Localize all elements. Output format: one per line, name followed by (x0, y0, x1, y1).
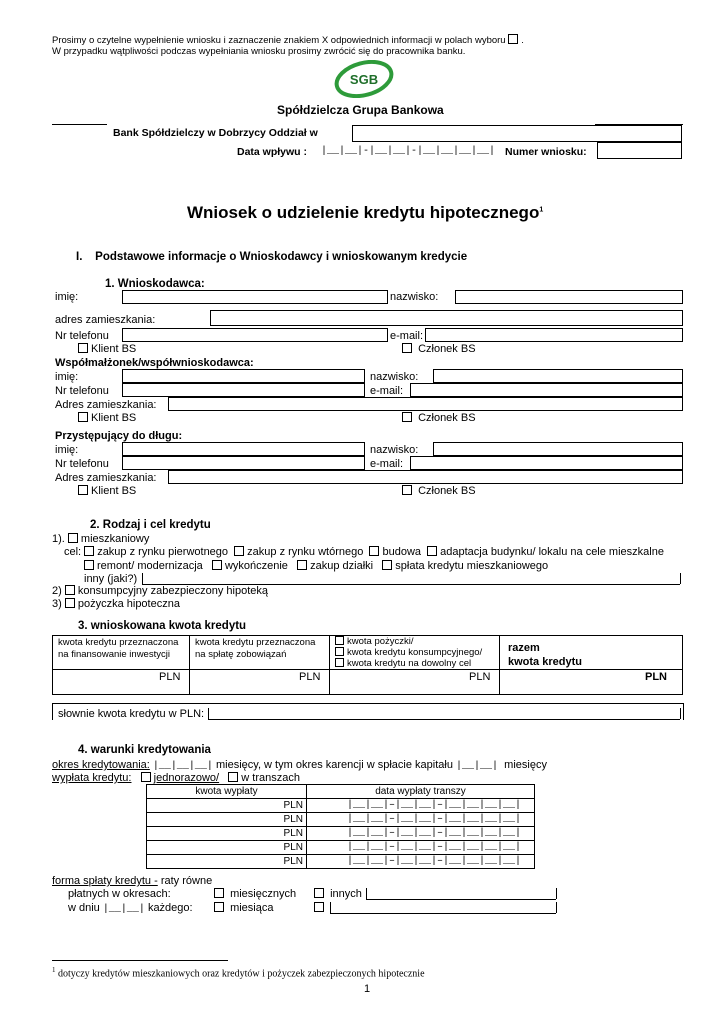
tranche-amount-2[interactable]: PLN (147, 813, 307, 827)
mortgage-checkbox[interactable] (68, 533, 78, 543)
other-day-option[interactable] (314, 902, 327, 914)
joiner-email-label: e-mail: (370, 458, 404, 470)
sgb-logo-text: SGB (349, 72, 379, 87)
day-row: w dniu |__|__| każdego: (68, 902, 193, 915)
spouse-phone-input[interactable] (122, 383, 365, 397)
purpose-renovation-checkbox[interactable] (84, 560, 94, 570)
joiner-phone-input[interactable] (122, 456, 365, 470)
joiner-member-checkbox[interactable] (402, 485, 412, 495)
divider-left (52, 124, 107, 125)
applicant-member-option[interactable]: Członek BS (402, 343, 476, 355)
period-input[interactable]: |__|__|__| (152, 761, 213, 772)
intro-line-1: Prosimy o czytelne wypełnienie wniosku i zaznaczenie znakiem X odpowiednich informacji w polach wyboru . (52, 35, 524, 46)
applicant-first-name-label: imię: (55, 291, 79, 303)
currency-2: PLN (299, 671, 321, 683)
applicant-address-input[interactable] (210, 310, 683, 326)
table-row (147, 855, 535, 869)
checkbox-sample-icon (508, 34, 518, 44)
tranche-amount-5[interactable]: PLN (147, 855, 307, 869)
joiner-client-option[interactable]: Klient BS (78, 485, 136, 497)
other-period-option[interactable]: innych (314, 888, 362, 900)
purpose-construction-checkbox[interactable] (369, 546, 379, 556)
purpose-plot-checkbox[interactable] (297, 560, 307, 570)
spouse-phone-label: Nr telefonu (55, 385, 109, 397)
amount-col-investment: kwota kredytu przeznaczona na finansowanie inwestycji (58, 637, 179, 660)
purpose-refinance-checkbox[interactable] (382, 560, 392, 570)
other-period-checkbox[interactable] (314, 888, 324, 898)
joiner-first-name-label: imię: (55, 444, 79, 456)
tranche-date-1[interactable]: |__|__|–|__|__|–|__|__|__|__| (307, 799, 535, 813)
spouse-first-name-label: imię: (55, 371, 79, 383)
joiner-address-label: Adres zamieszkania: (55, 472, 157, 484)
applicant-client-option[interactable]: Klient BS (78, 343, 136, 355)
tranche-date-3[interactable]: |__|__|–|__|__|–|__|__|__|__| (307, 827, 535, 841)
section-1-heading: I. Podstawowe informacje o Wnioskodawcy i wnioskowanym kredycie (76, 251, 468, 263)
applicant-first-name-input[interactable] (122, 290, 388, 304)
application-number-label: Numer wniosku: (505, 146, 587, 158)
applicant-address-label: adres zamieszkania: (55, 314, 156, 326)
purpose-finishing-checkbox[interactable] (212, 560, 222, 570)
tranche-date-4[interactable]: |__|__|–|__|__|–|__|__|__|__| (307, 841, 535, 855)
joiner-email-input[interactable] (410, 456, 683, 470)
tranche-date-5[interactable]: |__|__|–|__|__|–|__|__|__|__| (307, 855, 535, 869)
footnote-divider (52, 960, 228, 961)
purpose-adaptation-checkbox[interactable] (427, 546, 437, 556)
joiner-phone-label: Nr telefonu (55, 458, 109, 470)
spouse-last-name-label: nazwisko: (370, 371, 419, 383)
repayment-periods-label: płatnych w okresach: (68, 888, 171, 900)
spouse-first-name-input[interactable] (122, 369, 365, 383)
purpose-other-label: inny (jaki?) (84, 573, 138, 585)
purpose-secondary-market-checkbox[interactable] (234, 546, 244, 556)
loan-type-loan-option[interactable]: 3) pożyczka hipoteczna (52, 598, 180, 610)
period-row: okres kredytowania: |__|__|__| miesięcy, w tym okres karencji w spłacie kapitału |__|__| miesięcy (52, 759, 547, 772)
mortgage-loan-checkbox[interactable] (65, 598, 75, 608)
bank-group-name: Spółdzielcza Grupa Bankowa (277, 103, 444, 117)
spouse-client-checkbox[interactable] (78, 412, 88, 422)
spouse-heading: Współmałżonek/współwnioskodawca: (55, 357, 254, 369)
joiner-client-checkbox[interactable] (78, 485, 88, 495)
tranche-amount-1[interactable]: PLN (147, 799, 307, 813)
table-row (147, 841, 535, 855)
application-number-field[interactable] (597, 142, 682, 159)
purpose-row-1: cel: zakup z rynku pierwotnego zakup z rynku wtórnego budowa adaptacja budynku/ lokalu na cele mieszkalne (64, 546, 664, 558)
amount-table (52, 635, 683, 695)
spouse-address-label: Adres zamieszkania: (55, 399, 157, 411)
intro-line-2: W przypadku wątpliwości podczas wypełniania wniosku prosimy zwrócić się do pracownika banku. (52, 46, 466, 57)
month-option[interactable]: miesiąca (214, 902, 273, 914)
amount-col-refinance: kwota kredytu przeznaczona na spłatę zobowiązań (195, 637, 316, 660)
currency-4: PLN (645, 671, 667, 683)
monthly-checkbox[interactable] (214, 888, 224, 898)
section-3-heading: 3. wnioskowana kwota kredytu (78, 620, 247, 632)
joiner-heading: Przystępujący do długu: (55, 430, 183, 442)
amount-words-input[interactable] (208, 719, 680, 720)
purpose-row-2: remont/ modernizacja wykończenie zakup działki spłata kredytu mieszkaniowego (84, 560, 548, 572)
spouse-member-option[interactable]: Członek BS (402, 412, 476, 424)
spouse-email-label: e-mail: (370, 385, 404, 397)
amount-any-purpose-checkbox[interactable] (335, 658, 344, 667)
applicant-email-input[interactable] (425, 328, 683, 342)
spouse-member-checkbox[interactable] (402, 412, 412, 422)
loan-type-consumer-option[interactable]: 2) konsumpcyjny zabezpieczony hipoteką (52, 585, 269, 597)
spouse-email-input[interactable] (410, 383, 683, 397)
tranche-col-date: data wypłaty transzy (307, 785, 535, 799)
spouse-client-option[interactable]: Klient BS (78, 412, 136, 424)
month-checkbox[interactable] (214, 902, 224, 912)
applicant-phone-label: Nr telefonu (55, 330, 109, 342)
table-row (147, 827, 535, 841)
payout-once-checkbox[interactable] (141, 772, 151, 782)
amount-loan-checkbox[interactable] (335, 636, 344, 645)
day-input[interactable]: |__|__| (102, 904, 145, 915)
applicant-phone-input[interactable] (122, 328, 388, 342)
tranche-table (146, 784, 535, 869)
other-day-checkbox[interactable] (314, 902, 324, 912)
section-2-heading: 2. Rodzaj i cel kredytu (90, 519, 211, 531)
spouse-address-input[interactable] (168, 397, 683, 411)
page-number: 1 (364, 983, 371, 995)
applicant-client-checkbox[interactable] (78, 343, 88, 353)
section-4-heading: 4. warunki kredytowania (78, 744, 211, 756)
footnote: $^1$ dotyczy kredytów mieszkaniowych oraz kredytów i pożyczek zabezpieczonych hipotecznie (52, 966, 425, 980)
table-row (147, 799, 535, 813)
tranche-amount-3[interactable]: PLN (147, 827, 307, 841)
other-period-input[interactable] (366, 899, 556, 900)
page-title: Wniosek o udzielenie kredytu hipotecznego$^1$ (187, 203, 544, 222)
joiner-last-name-label: nazwisko: (370, 444, 419, 456)
branch-field[interactable] (352, 125, 682, 142)
amount-col-total: razem kwota kredytu (508, 642, 582, 668)
amount-consumer-checkbox[interactable] (335, 647, 344, 656)
purpose-primary-market-checkbox[interactable] (84, 546, 94, 556)
tranche-col-amount: kwota wypłaty (147, 785, 307, 799)
payout-row: wypłata kredytu: jednorazowo/ w transzach (52, 772, 300, 784)
payout-tranches-checkbox[interactable] (228, 772, 238, 782)
sgb-logo (333, 60, 395, 98)
applicant-member-checkbox[interactable] (402, 343, 412, 353)
currency-3: PLN (469, 671, 491, 683)
joiner-address-input[interactable] (168, 470, 683, 484)
joiner-first-name-input[interactable] (122, 442, 365, 456)
applicant-last-name-label: nazwisko: (390, 291, 439, 303)
amount-col-consumer: kwota pożyczki/ kwota kredytu konsumpcyjnego/ kwota kredytu na dowolny cel (335, 636, 482, 669)
applicant-heading: 1. Wnioskodawca: (105, 278, 205, 290)
amount-words-label: słownie kwota kredytu w PLN: (58, 708, 205, 720)
other-day-input[interactable] (330, 913, 556, 914)
currency-1: PLN (159, 671, 181, 683)
date-received-label: Data wpływu : (237, 146, 308, 158)
applicant-last-name-input[interactable] (455, 290, 683, 304)
joiner-last-name-input[interactable] (433, 442, 683, 456)
consumer-checkbox[interactable] (65, 585, 75, 595)
date-received-field[interactable]: |__|__|-|__|__|-|__|__|__|__| (321, 146, 496, 157)
tranche-amount-4[interactable]: PLN (147, 841, 307, 855)
joiner-member-option[interactable]: Członek BS (402, 485, 476, 497)
tranche-date-2[interactable]: |__|__|–|__|__|–|__|__|__|__| (307, 813, 535, 827)
monthly-option[interactable]: miesięcznych (214, 888, 296, 900)
repayment-row: forma spłaty kredytu - raty równe (52, 875, 213, 887)
spouse-last-name-input[interactable] (433, 369, 683, 383)
grace-input[interactable]: |__|__| (456, 761, 499, 772)
bank-branch-label: Bank Spółdzielczy w Dobrzycy Oddział w (113, 127, 318, 139)
loan-type-mortgage-option[interactable]: 1). mieszkaniowy (52, 533, 150, 545)
table-row (147, 813, 535, 827)
applicant-email-label: e-mail: (390, 330, 424, 342)
